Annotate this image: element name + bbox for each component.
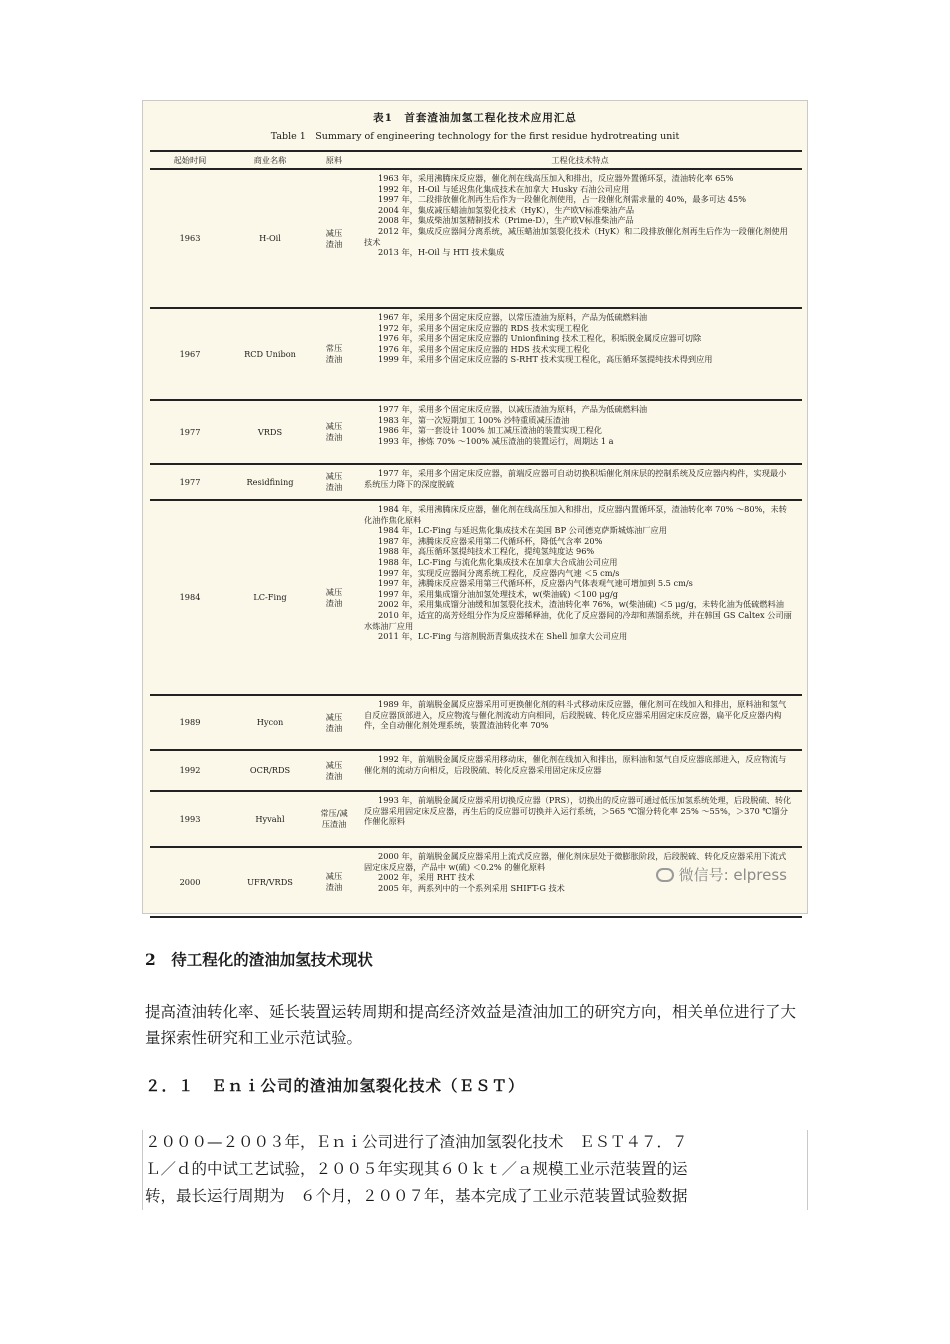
feature-line: 1997 年，二段排放催化剂再生后作为一段催化剂使用，占一段催化剂需求量的 40%，最多可达 45% [378,194,746,205]
cell-year: 1992 [150,750,230,791]
section-2-1-paragraph [145,1129,807,1210]
feature-line: 2002 年，采用 RHT 技术 [378,872,475,883]
cell-features [358,750,802,791]
feature-line: 1997 年，沸腾床反应器采用第三代循环杯，反应器内气体表观气速可增加到 5.5 cm/s [378,578,693,589]
cell-features [358,308,802,400]
header-features: 工程化技术特点 [358,151,802,169]
right-margin-rule [807,1130,808,1210]
table-row [150,750,802,791]
feature-line: 1976 年，采用多个固定床反应器的 Unionfining 技术工程化，积垢脱金属反应器可切除 [378,333,702,344]
cell-year: 1977 [150,400,230,464]
watermark [656,864,787,885]
feature-line: 1976 年，采用多个固定床反应器的 HDS 技术实现工程化 [378,343,590,354]
table-caption-cn: 表1 首套渣油加氢工程化技术应用汇总 [373,112,577,124]
table-row [150,791,802,847]
wechat-icon [656,868,674,882]
cell-name: H-Oil [230,169,310,308]
feature-line: 1986 年，第一套设计 100% 加工减压渣油的装置实现工程化 [378,425,602,436]
table-figure [142,100,808,914]
feature-line: 1983 年，第一次短期加工 100% 沙特重质减压渣油 [378,414,570,425]
feature-line: 1988 年，LC-Fing 与流化焦化集成技术在加拿大合成油公司应用 [378,556,618,567]
table-row [150,169,802,308]
cell-name: UFR/VRDS [230,847,310,917]
feature-line: 1992 年，H-Oil 与延迟焦化集成技术在加拿大 Husky 石油公司应用 [378,183,630,194]
feature-line: 2011 年，LC-Fing 与溶剂脱沥青集成技术在 Shell 加拿大公司应用 [378,631,628,642]
feature-line: 1972 年，采用多个固定床反应器的 RDS 技术实现工程化 [378,322,589,333]
feature-line: 1993 年，掺炼 70% ～100% 减压渣油的装置运行，周期达 1 a [378,435,614,446]
cell-year: 1977 [150,464,230,500]
feature-line: 1963 年，采用沸腾床反应器，催化剂在线高压加入和排出，反应器外置循环泵，渣油转化率 65% [378,173,734,183]
feature-line: 1997 年，实现反应器间分离系统工程化，反应器内气速 ＜5 cm/s [378,567,620,578]
section-2-paragraph: 提高渣油转化率、延长装置运转周期和提高经济效益是渣油加工的研究方向，相关单位进行了大量探索性研究和工业示范试验。 [145,1003,797,1047]
cell-features [358,464,802,500]
table-row [150,308,802,400]
feature-line: 1984 年，LC-Fing 与延迟焦化集成技术在美国 BP 公司德克萨斯城炼油厂应用 [378,525,667,536]
cell-name: OCR/RDS [230,750,310,791]
feature-line: 1967 年，采用多个固定床反应器，以常压渣油为原料，产品为低硫燃料油 [378,312,648,322]
cell-features [358,791,802,847]
cell-feed: 常压/减 压渣油 [310,791,358,847]
feature-line: 2012 年，集成反应器间分离系统，减压蜡油加氢裂化技术（HyK）和二段排放催化剂再生后作为一段催化剂使用技术 [364,225,788,247]
header-commercial-name: 商业名称 [230,151,310,169]
section-2-heading: 2 待工程化的渣油加氢技术现状 [145,950,373,969]
cell-feed: 减压 渣油 [310,847,358,917]
paragraph-line: Ｌ／ｄ的中试工艺试验，２００５年实现其６０ｋｔ／ａ规模工业示范装置的运 [145,1160,688,1178]
cell-name: LC-Fing [230,500,310,695]
cell-name: Hycon [230,695,310,750]
cell-year: 1989 [150,695,230,750]
feature-line: 1993 年，前端脱金属反应器采用切换反应器（PRS），切换出的反应器可通过低压加氢系统处理，后段脱硫、转化反应器采用固定床反应器，再生后的反应器可切换并入运行系统，＞565 ℃馏分转化率 25% ～55%，＞370 ℃馏分作催化原料 [364,795,792,827]
feature-line: 1999 年，采用多个固定床反应器的 S-RHT 技术实现工程化，高压循环氢提纯技术得到应用 [378,354,713,365]
cell-feed: 减压 渣油 [310,695,358,750]
cell-feed: 减压 渣油 [310,750,358,791]
cell-feed: 常压 渣油 [310,308,358,400]
cell-year: 1963 [150,169,230,308]
feature-line: 1992 年，前端脱金属反应器采用移动床，催化剂在线加入和排出，原料油和氢气自反应器底部进入，反应物流与催化剂的流动方向相反，后段脱硫、转化反应器采用固定床反应器 [364,754,787,775]
feature-line: 2013 年，H-Oil 与 HTI 技术集成 [378,247,505,258]
table-row [150,464,802,500]
header-start-time: 起始时间 [150,151,230,169]
summary-table [150,150,802,918]
feature-line: 2004 年，集成减压蜡油加氢裂化技术（HyK），生产欧Ⅴ标准柴油产品 [378,204,635,215]
table-caption-en: Table 1 Summary of engineering technology for the first residue hydrotreating unit [270,131,680,142]
section-2-1-heading: ２．１ Ｅｎｉ公司的渣油加氢裂化技术（ＥＳＴ） [145,1076,525,1095]
cell-year: 1967 [150,308,230,400]
paragraph-line: 转，最长运行周期为 ６个月，２００７年，基本完成了工业示范装置试验数据 [145,1187,688,1205]
feature-line: 1989 年，前端脱金属反应器采用可更换催化剂的料斗式移动床反应器，催化剂可在线加入和排出，原料油和氢气自反应器顶部进入，反应物流与催化剂流动方向相同，后段脱硫、转化反应器采用固定床反应器，扁平化反应器内构件，全自动催化剂处理系统，装置渣油转化率 70% [364,699,787,731]
paragraph-line: ２０００—２００３年，Ｅｎｉ公司进行了渣油加氢裂化技术 ＥＳＴ４７．７ [145,1133,688,1151]
feature-line: 1988 年，高压循环氢提纯技术工程化，提纯氢纯度达 96% [378,546,595,557]
cell-name: Residfining [230,464,310,500]
cell-feed: 减压 渣油 [310,400,358,464]
cell-year: 1993 [150,791,230,847]
cell-features [358,169,802,308]
table-row [150,695,802,750]
cell-feed: 减压 渣油 [310,500,358,695]
table-header-row [150,151,802,169]
header-feedstock: 原料 [310,151,358,169]
feature-line: 1977 年，采用多个固定床反应器，以减压渣油为原料，产品为低硫燃料油 [378,404,648,414]
left-margin-rule [142,1130,143,1210]
table-row [150,500,802,695]
cell-name: RCD Unibon [230,308,310,400]
cell-feed: 减压 渣油 [310,464,358,500]
cell-features [358,500,802,695]
watermark-text: 微信号: elpress [678,866,787,884]
cell-year: 1984 [150,500,230,695]
table-row [150,400,802,464]
cell-features [358,695,802,750]
feature-line: 2005 年，两系列中的一个系列采用 SHIFT-G 技术 [378,882,565,893]
cell-year: 2000 [150,847,230,917]
cell-name: VRDS [230,400,310,464]
feature-line: 1984 年，采用沸腾床反应器，催化剂在线高压加入和排出，反应器内置循环泵，渣油转化率 70% ～80%，未转化油作焦化原料 [364,504,787,525]
cell-feed: 减压 渣油 [310,169,358,308]
feature-line: 1977 年，采用多个固定床反应器，前端反应器可自动切换积垢催化剂床层的控制系统及反应器内构件，实现最小系统压力降下的深度脱硫 [364,468,787,489]
feature-line: 1997 年，采用集成馏分油加氢处理技术，w(柴油硫) ＜100 μg/g [378,588,618,599]
feature-line: 2008 年，集成柴油加氢精制技术（Prime-D），生产欧Ⅴ标准柴油产品 [378,215,634,226]
cell-features [358,400,802,464]
feature-line: 2010 年，适宜的高芳烃组分作为反应器稀释油，优化了反应器间的冷却和蒸馏系统，并在韩国 GS Caltex 公司丽水炼油厂应用 [364,609,792,631]
feature-line: 2002 年，采用集成馏分油缓和加氢裂化技术，渣油转化率 76%，w(柴油硫) ＜5 μg/g，未转化油为低硫燃料油 [378,599,784,610]
feature-line: 1987 年，沸腾床反应器采用第二代循环杯，降低气含率 20% [378,535,603,546]
cell-name: Hyvahl [230,791,310,847]
feature-line: 2000 年，前端脱金属反应器采用上流式反应器，催化剂床层处于微膨胀阶段，后段脱硫、转化反应器采用下流式固定床反应器，产品中 w(硫) ＜0.2% 的催化原料 [364,851,787,872]
